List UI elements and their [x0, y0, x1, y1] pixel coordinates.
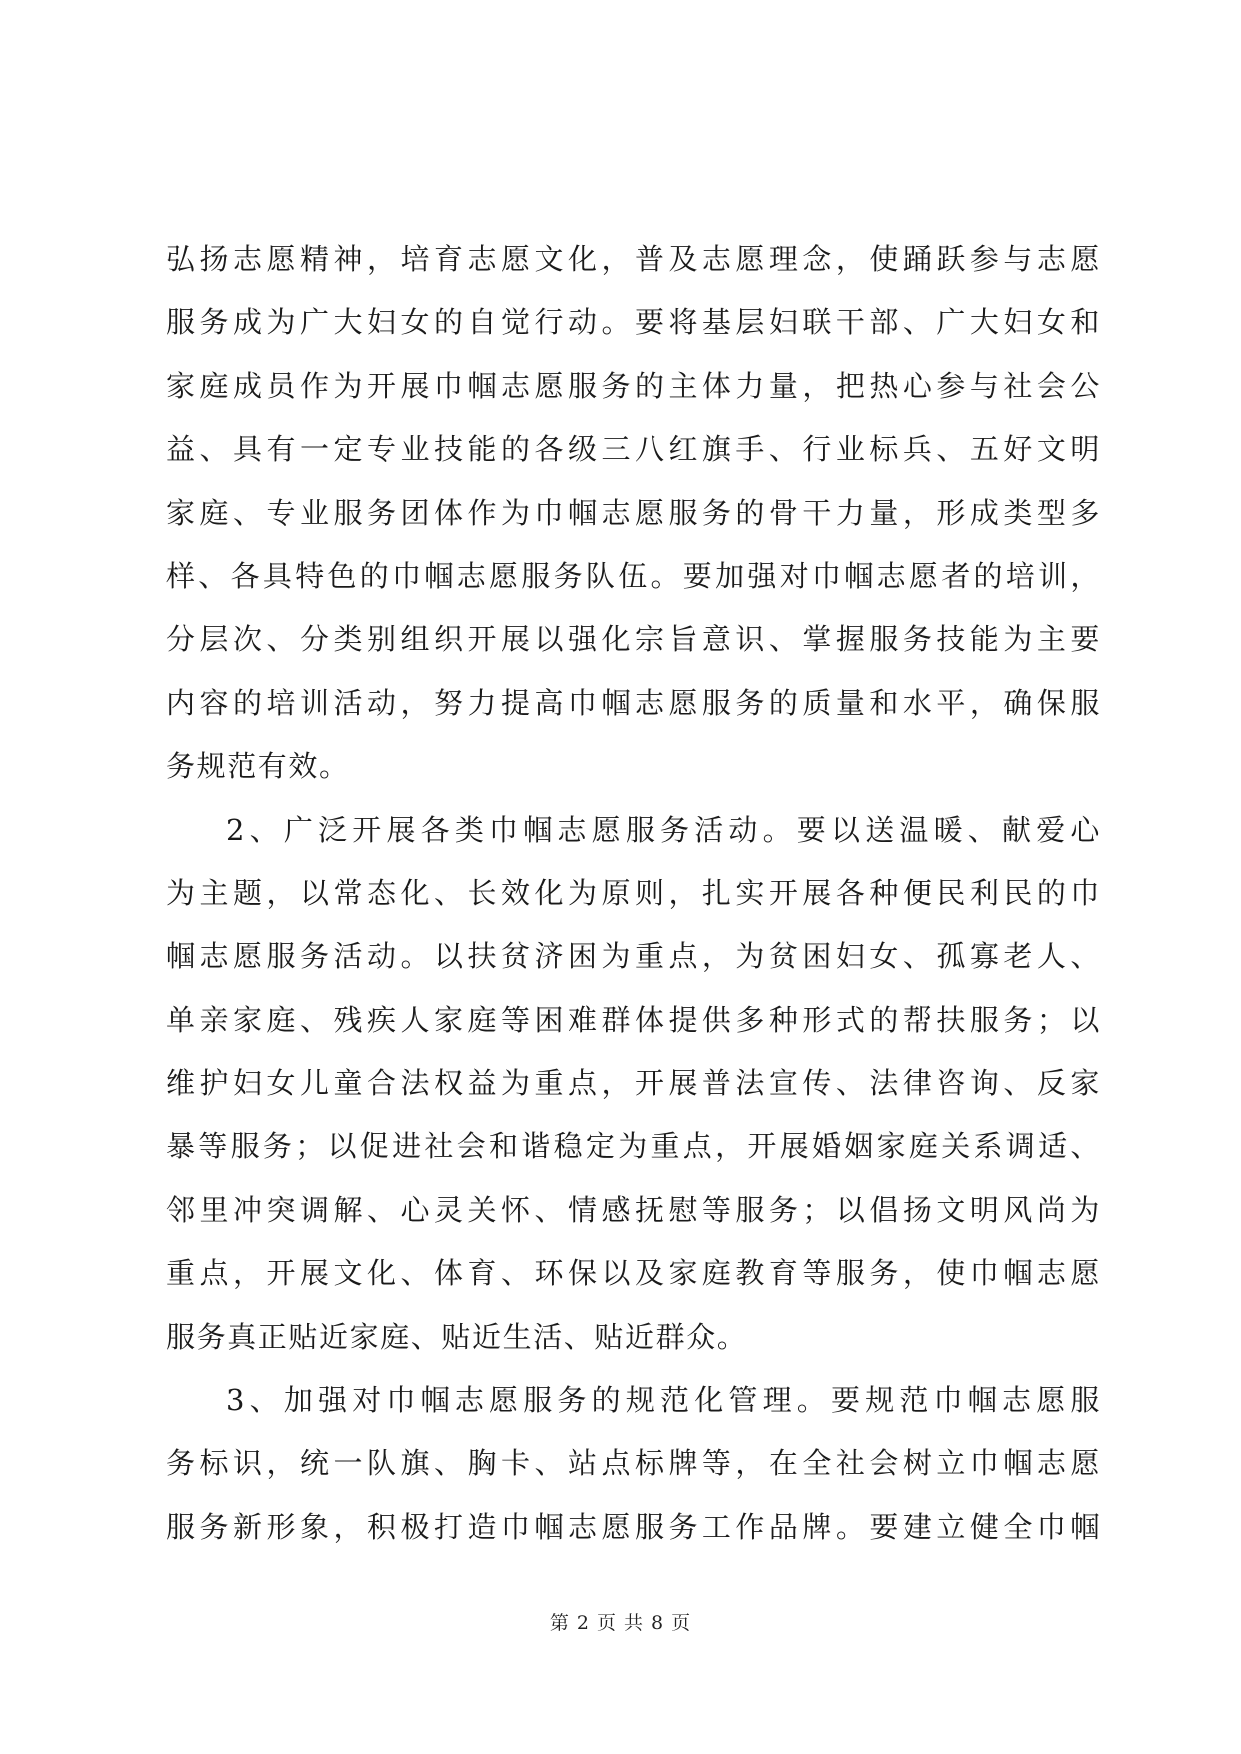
paragraph-start-line: 2、广泛开展各类巾帼志愿服务活动。要以送温暖、献爱心: [226, 812, 1101, 847]
text-line: 维护妇女儿童合法权益为重点，开展普法宣传、法律咨询、反家: [166, 1066, 1101, 1101]
text-line: 益、具有一定专业技能的各级三八红旗手、行业标兵、五好文明: [166, 432, 1101, 467]
text-line: 邻里冲突调解、心灵关怀、情感抚慰等服务；以倡扬文明风尚为: [166, 1192, 1101, 1227]
text-line: 暴等服务；以促进社会和谐稳定为重点，开展婚姻家庭关系调适、: [166, 1129, 1101, 1164]
text-line: 帼志愿服务活动。以扶贫济困为重点，为贫困妇女、孤寡老人、: [166, 939, 1101, 974]
text-line: 家庭成员作为开展巾帼志愿服务的主体力量，把热心参与社会公: [166, 368, 1101, 403]
text-line: 务规范有效。: [166, 749, 350, 784]
text-line: 分层次、分类别组织开展以强化宗旨意识、掌握服务技能为主要: [166, 622, 1101, 657]
text-line: 弘扬志愿精神，培育志愿文化，普及志愿理念，使踊跃参与志愿: [166, 242, 1101, 276]
text-line: 内容的培训活动，努力提高巾帼志愿服务的质量和水平，确保服: [166, 685, 1101, 720]
body-text: [166, 228, 1101, 1559]
text-line: 务标识，统一队旗、胸卡、站点标牌等，在全社会树立巾帼志愿: [166, 1446, 1101, 1481]
text-line: 服务成为广大妇女的自觉行动。要将基层妇联干部、广大妇女和: [166, 305, 1101, 340]
text-line: 重点，开展文化、体育、环保以及家庭教育等服务，使巾帼志愿: [166, 1256, 1101, 1291]
page-number-footer: 第 2 页 共 8 页: [549, 1612, 692, 1634]
text-line: 家庭、专业服务团体作为巾帼志愿服务的骨干力量，形成类型多: [166, 495, 1101, 530]
text-line: 单亲家庭、残疾人家庭等困难群体提供多种形式的帮扶服务；以: [166, 1002, 1101, 1037]
text-line: 样、各具特色的巾帼志愿服务队伍。要加强对巾帼志愿者的培训，: [166, 558, 1101, 593]
text-line: 服务新形象，积极打造巾帼志愿服务工作品牌。要建立健全巾帼: [166, 1509, 1101, 1544]
text-line: 为主题，以常态化、长效化为原则，扎实开展各种便民利民的巾: [166, 875, 1101, 910]
paragraph-start-line: 3、加强对巾帼志愿服务的规范化管理。要规范巾帼志愿服: [226, 1383, 1101, 1418]
text-line: 服务真正贴近家庭、贴近生活、贴近群众。: [166, 1319, 748, 1354]
